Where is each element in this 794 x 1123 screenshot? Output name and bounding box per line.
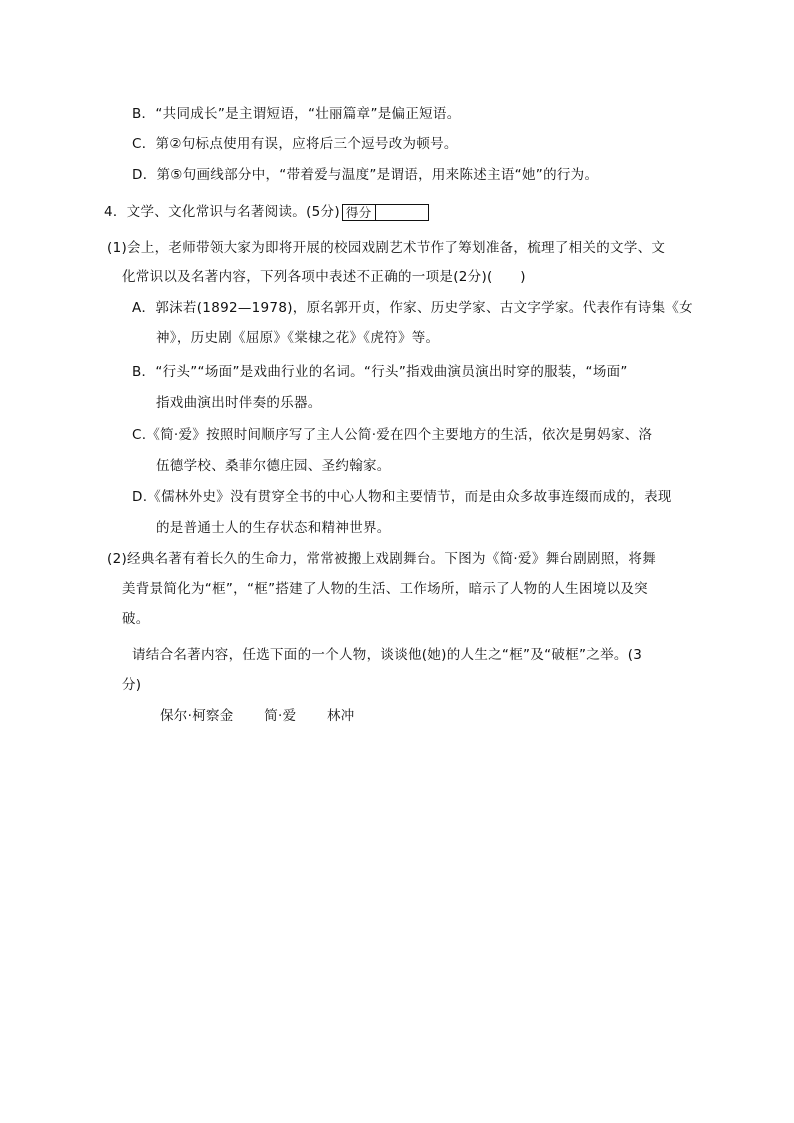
q4-part1-option-b-line1: B．“行头”“场面”是戏曲行业的名词。“行头”指戏曲演员演出时穿的服装，“场面”: [132, 364, 628, 380]
q4-part1-stem-line1: (1)会上，老师带领大家为即将开展的校园戏剧艺术节作了筹划准备，梳理了相关的文学、文: [107, 240, 666, 256]
q3-option-b: B．“共同成长”是主谓短语，“壮丽篇章”是偏正短语。: [132, 106, 461, 122]
character-list: [160, 706, 381, 726]
score-label: 得分: [342, 204, 375, 221]
character-option: 保尔·柯察金: [160, 708, 234, 724]
q4-part1-option-d-line1: D.《儒林外史》没有贯穿全书的中心人物和主要情节，而是由众多故事连缀而成的，表现: [132, 489, 672, 505]
score-box: [342, 204, 429, 221]
score-input-box[interactable]: [375, 204, 429, 221]
character-option: 简·爱: [264, 708, 297, 724]
q4-part1-option-b-line2: 指戏曲演出时伴奏的乐器。: [156, 395, 322, 411]
q4-part2-stem-line2: 美背景简化为“框”，“框”搭建了人物的生活、工作场所，暗示了人物的人生困境以及突: [122, 581, 648, 597]
q4-heading-row: [104, 202, 429, 222]
character-option: 林冲: [326, 708, 355, 724]
q3-option-c: C．第②句标点使用有误，应将后三个逗号改为顿号。: [132, 136, 458, 152]
q4-part2-prompt-line1: 请结合名著内容，任选下面的一个人物，谈谈他(她)的人生之“框”及“破框”之举。(3: [132, 647, 643, 663]
q4-part1-stem-line2: 化常识以及名著内容，下列各项中表述不正确的一项是(2分)( ): [122, 269, 526, 285]
q3-option-d: D．第⑤句画线部分中，“带着爱与温度”是谓语，用来陈述主语“她”的行为。: [132, 167, 599, 183]
q4-part1-option-a-line2: 神》，历史剧《屈原》《棠棣之花》《虎符》等。: [156, 330, 440, 346]
q4-part2-prompt-line2: 分): [122, 677, 142, 693]
q4-heading: 4．文学、文化常识与名著阅读。(5分): [104, 204, 340, 220]
q4-part1-option-c-line2: 伍德学校、桑菲尔德庄园、圣约翰家。: [156, 458, 391, 474]
q4-part1-option-d-line2: 的是普通士人的生存状态和精神世界。: [156, 520, 391, 536]
q4-part2-stem-line1: (2)经典名著有着长久的生命力，常常被搬上戏剧舞台。下图为《简·爱》舞台剧剧照，将舞: [107, 551, 657, 567]
q4-part1-option-a-line1: A．郭沫若(1892—1978)，原名郭开贞，作家、历史学家、古文字学家。代表作有诗集《女: [132, 300, 693, 316]
q4-part2-stem-line3: 破。: [122, 611, 150, 627]
q4-part1-option-c-line1: C.《简·爱》按照时间顺序写了主人公简·爱在四个主要地方的生活，依次是舅妈家、洛: [132, 427, 653, 443]
